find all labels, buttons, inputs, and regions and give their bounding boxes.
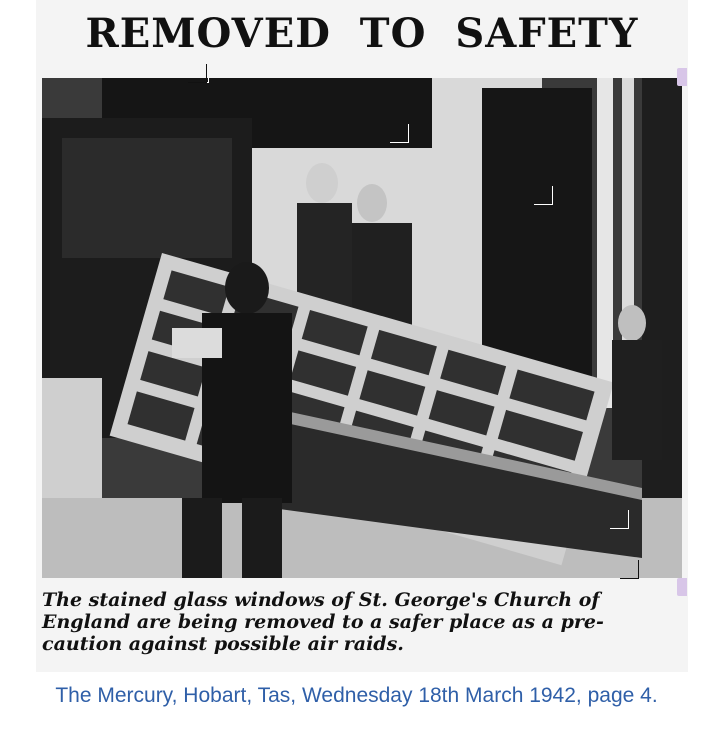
photo-caption [42, 589, 682, 655]
caption-line: England are being removed to a safer place as a pre- [42, 611, 604, 633]
crop-mark [390, 124, 409, 143]
caption-line: The stained glass windows of St. George's Church of [42, 589, 600, 611]
crop-mark [188, 64, 207, 83]
comment-marker-icon[interactable] [677, 578, 687, 596]
caption-line: caution against possible air raids. [42, 633, 404, 655]
newspaper-clipping [36, 0, 688, 672]
archival-photo [42, 78, 682, 578]
photo-illustration [42, 78, 682, 578]
headline: REMOVED TO SAFETY [85, 10, 639, 57]
crop-mark [534, 186, 553, 205]
crop-mark [620, 560, 639, 579]
crop-mark [610, 510, 629, 529]
comment-marker-icon[interactable] [677, 68, 687, 86]
source-citation: The Mercury, Hobart, Tas, Wednesday 18th March 1942, page 4. [55, 684, 658, 707]
